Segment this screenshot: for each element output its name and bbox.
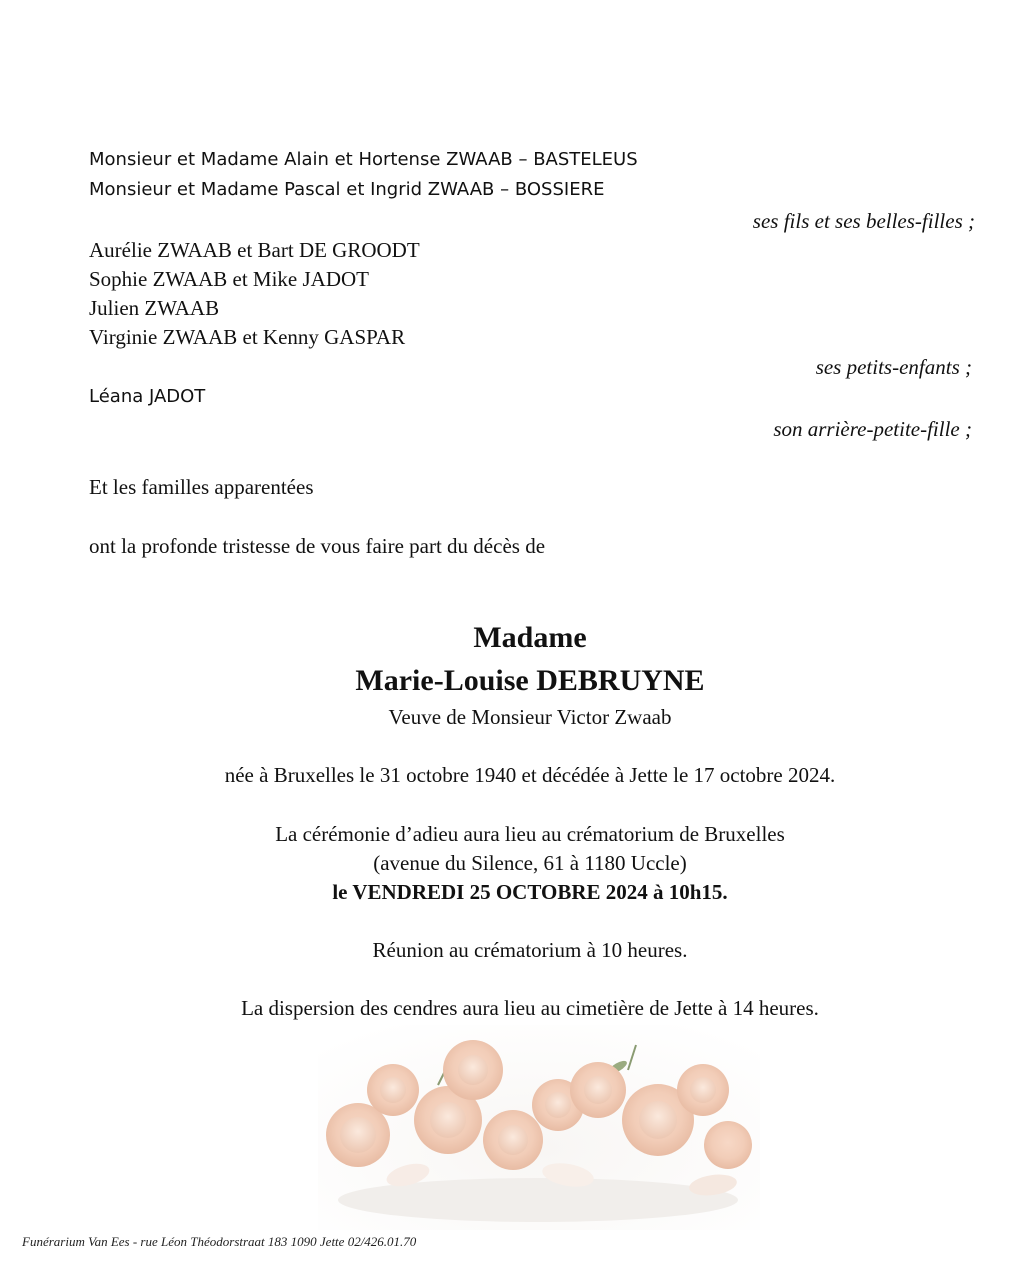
grandchild-line-2: Sophie ZWAAB et Mike JADOT xyxy=(89,267,369,291)
grandchildren-role: ses petits-enfants ; xyxy=(815,355,972,379)
son-line-1: Monsieur et Madame Alain et Hortense ZWAAB – BASTELEUS xyxy=(89,149,638,170)
ceremony-line-2: (avenue du Silence, 61 à 1180 Uccle) xyxy=(373,851,687,875)
deceased-name: Marie-Louise DEBRUYNE xyxy=(355,664,705,697)
great-grandchild-role: son arrière-petite-fille ; xyxy=(773,417,972,441)
sons-role: ses fils et ses belles-filles ; xyxy=(752,209,975,233)
son-line-2: Monsieur et Madame Pascal et Ingrid ZWAAB – BOSSIERE xyxy=(89,179,605,200)
families-line: Et les familles apparentées xyxy=(89,475,314,499)
grandchild-line-1: Aurélie ZWAAB et Bart DE GROODT xyxy=(89,238,420,262)
meeting-line: Réunion au crématorium à 10 heures. xyxy=(372,938,688,962)
roses-image xyxy=(318,1025,760,1230)
grandchild-line-3: Julien ZWAAB xyxy=(89,296,220,320)
ceremony-line-1: La cérémonie d’adieu aura lieu au crématorium de Bruxelles xyxy=(275,822,785,846)
great-grandchild: Léana JADOT xyxy=(89,386,206,407)
birth-death-dates: née à Bruxelles le 31 octobre 1940 et décédée à Jette le 17 octobre 2024. xyxy=(224,763,836,787)
dispersion-line: La dispersion des cendres aura lieu au cimetière de Jette à 14 heures. xyxy=(241,996,819,1020)
deceased-title: Madame xyxy=(473,621,587,654)
grandchild-line-4: Virginie ZWAAB et Kenny GASPAR xyxy=(89,325,406,349)
ceremony-line-3: le VENDREDI 25 OCTOBRE 2024 à 10h15. xyxy=(332,880,728,904)
funeral-home-footer: Funérarium Van Ees - rue Léon Théodorstraat 183 1090 Jette 02/426.01.70 xyxy=(22,1234,417,1249)
widow-of: Veuve de Monsieur Victor Zwaab xyxy=(388,705,672,729)
announcement-line: ont la profonde tristesse de vous faire part du décès de xyxy=(89,534,546,558)
